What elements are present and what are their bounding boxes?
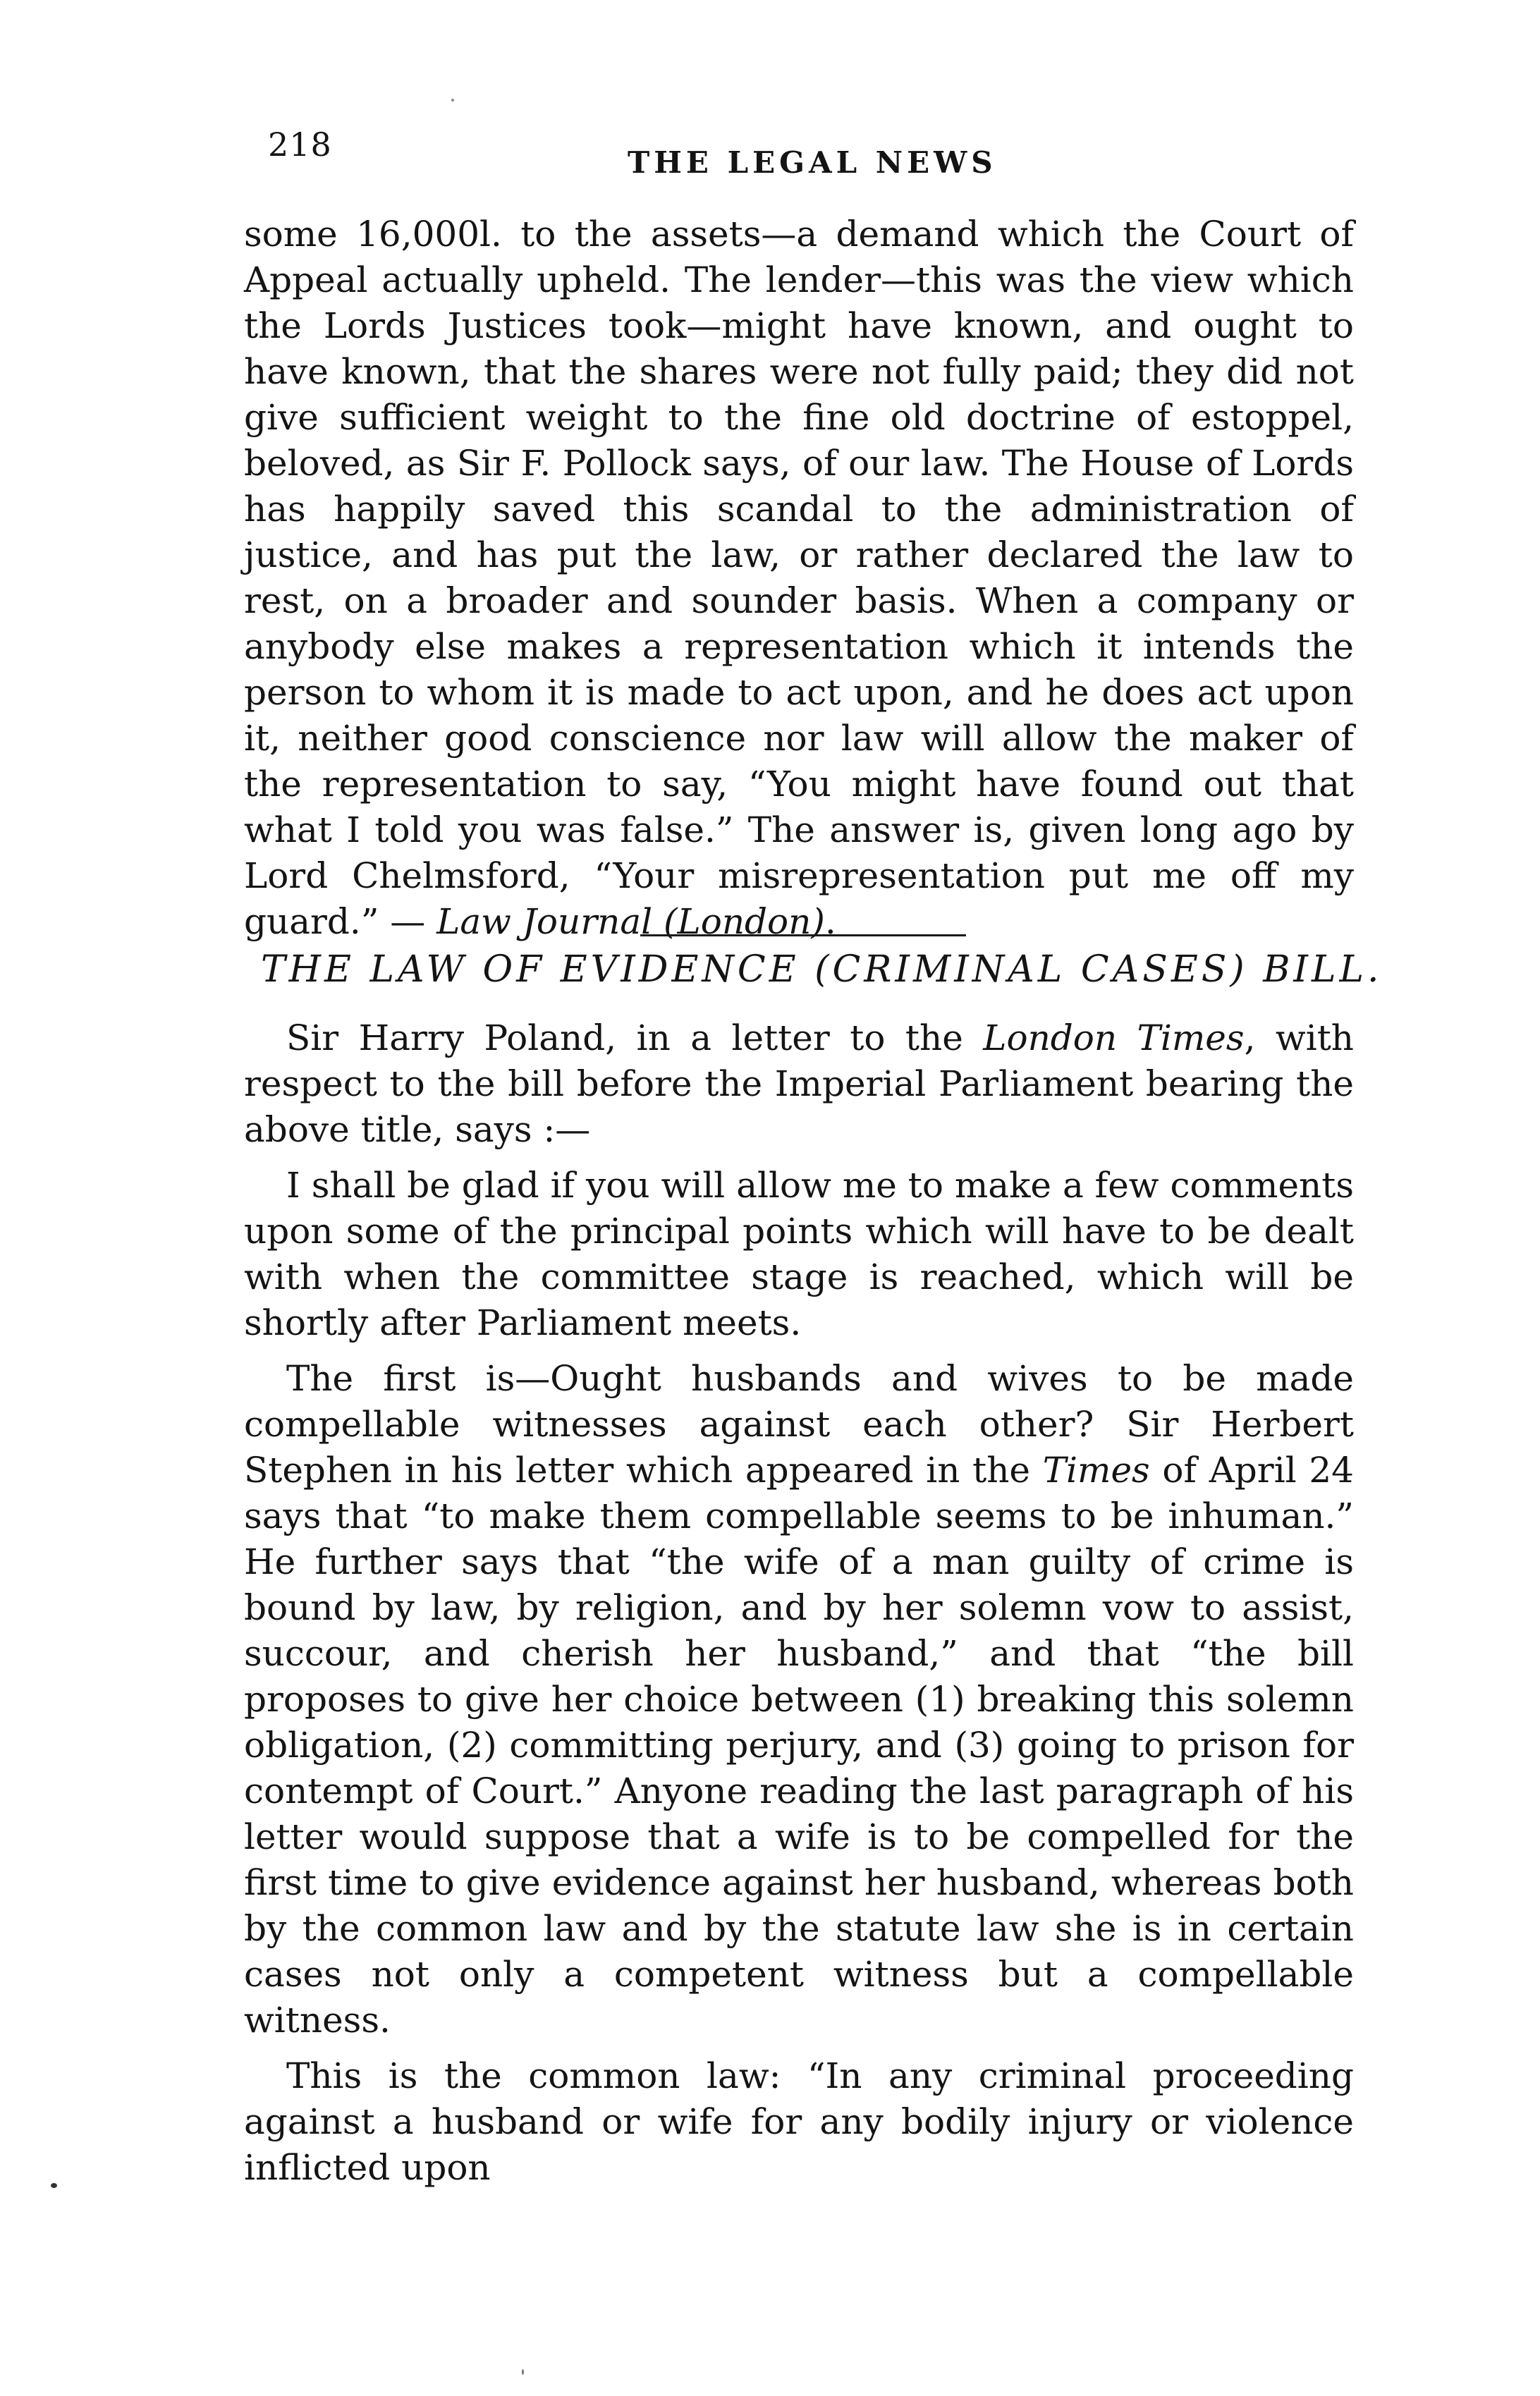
scan-speck — [451, 99, 454, 102]
letter-paragraph-1: I shall be glad if you will allow me to make a few comments upon some of the principal points which will have to be dealt with when the committee stage is reached, which will be shortly after Parliament meets. — [244, 1165, 1354, 1343]
intro-paragraph — [244, 1015, 1354, 1153]
section-divider — [640, 934, 966, 936]
letter-paragraph-2-text: The first is—Ought husbands and wives to be made compellable witnesses against each other? Sir Herbert Stephen in his letter which appeared in the — [244, 1358, 1354, 1491]
intro-text-continued: , with respect to the bill before the Imperial Parliament bearing the above title, says :— — [244, 1017, 1355, 1150]
running-head: THE LEGAL NEWS — [628, 145, 997, 180]
closing-paragraph — [244, 212, 1354, 945]
article-body — [244, 1015, 1354, 2201]
closing-punctuation: . — [824, 901, 836, 942]
letter-paragraph-2 — [244, 1356, 1354, 2043]
letter-paragraph-2-source: Times — [1042, 1450, 1150, 1491]
previous-article-ending — [244, 212, 1354, 945]
intro-source: London Times — [983, 1017, 1245, 1058]
letter-paragraph-2-text-continued: of April 24 says that “to make them compellable seems to be inhuman.” He further says that “the wife of a man guilty of crime is bound by law, by religion, and by her solemn vow to assist, succour, and cherish her husband,” and that “the bill proposes to give her choice between (1) breaking this solemn obligation, (2) committing perjury, and (3) going to prison for contempt of Court.” Anyone reading the last paragraph of his letter would suppose that a wife is to be compelled for the first time to give evidence against her husband, whereas both by the common law and by the statute law she is in certain cases not only a competent witness but a compellable witness. — [244, 1450, 1354, 2041]
intro-text: Sir Harry Poland, in a letter to the — [286, 1017, 984, 1058]
page-number: 218 — [268, 126, 332, 164]
article-heading: THE LAW OF EVIDENCE (CRIMINAL CASES) BILL. — [261, 948, 1383, 991]
scan-speck — [522, 2369, 524, 2375]
scan-speck — [51, 2183, 57, 2188]
letter-paragraph-3: This is the common law: “In any criminal proceeding against a husband or wife for any bodily injury or violence inflicted upon — [244, 2055, 1354, 2188]
source-citation: Law Journal (London) — [436, 901, 825, 942]
closing-paragraph-text: some 16,000l. to the assets—a demand which the Court of Appeal actually upheld. The lender—this was the view which the Lords Justices took—might have known, and ought to have known, that the shares were not fully paid; they did not give sufficient weight to the fine old doctrine of estoppel, beloved, as Sir F. Pollock says, of our law. The House of Lords has happily saved this scandal to the administration of justice, and has put the law, or rather declared the law to rest, on a broader and sounder basis. When a company or anybody else makes a representation which it intends the person to whom it is made to act upon, and he does act upon it, neither good conscience nor law will allow the maker of the representation to say, “You might have found out that what I told you was false.” The answer is, given long ago by Lord Chelmsford, “Your misrepresentation put me off my guard.” — — [244, 214, 1354, 942]
